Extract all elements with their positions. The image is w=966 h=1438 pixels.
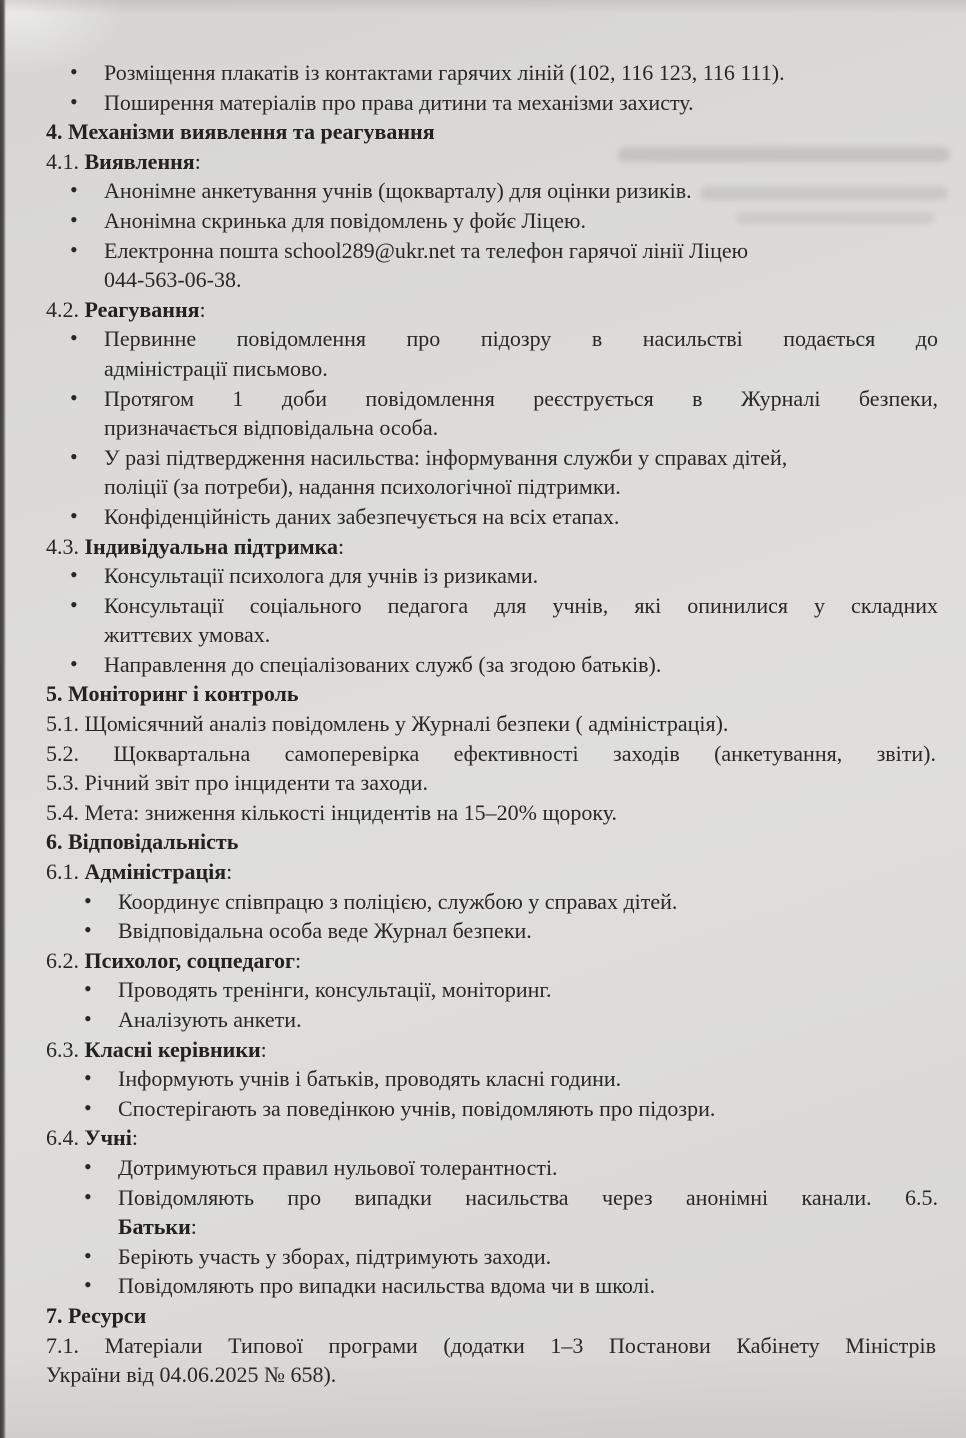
list-item xyxy=(70,88,938,118)
list-item-text: Протягом 1 доби повідомлення реєструється в Журналі безпеки, призначається відповідальна особа. xyxy=(104,385,938,441)
section-heading: 6. Відповідальність xyxy=(46,829,239,855)
bullet-icon: • xyxy=(84,1242,92,1268)
list-item xyxy=(84,1094,938,1124)
list-item-text: Дотримуються правил нульової толерантності. xyxy=(118,1154,558,1180)
bullet-icon: • xyxy=(70,443,78,469)
subsection-title: Учні xyxy=(84,1125,132,1151)
subsection-heading: 6.4. Учні: xyxy=(46,1125,138,1151)
bullet-icon: • xyxy=(70,325,78,351)
list-item xyxy=(84,887,938,917)
list-item-text: Проводять тренінги, консультації, моніторинг. xyxy=(118,977,552,1003)
bullet-icon: • xyxy=(84,1006,92,1031)
page-top-shadow xyxy=(0,0,966,14)
list-item xyxy=(70,236,938,295)
subsection-title: Психолог, соцпедагог xyxy=(84,947,295,973)
bullet-icon: • xyxy=(70,384,78,410)
bullet-icon: • xyxy=(84,887,92,913)
list-item xyxy=(84,1242,938,1272)
subsection-title: Реагування xyxy=(84,296,200,322)
list-item-text: Інформують учнів і батьків, проводять класні години. xyxy=(118,1066,622,1092)
list-item-text: Ввідповідальна особа веде Журнал безпеки. xyxy=(118,918,532,944)
list-item-text: Первинне повідомлення про підозру в насильстві подається до адміністрації письмово. xyxy=(104,326,938,381)
bullet-icon: • xyxy=(84,1153,92,1179)
bullet-icon: • xyxy=(70,236,78,262)
list-item xyxy=(70,176,938,206)
subsection-title: Батьки xyxy=(118,1214,191,1240)
list-item-text: Беріють участь у зборах, підтримують заходи. xyxy=(118,1243,552,1269)
bullet-icon: • xyxy=(70,177,78,203)
list-item xyxy=(70,384,938,443)
list-item xyxy=(84,916,938,946)
numbered-paragraph: 5.2. Щоквартальна самоперевірка ефективності заходів (анкетування, звіти). xyxy=(46,740,936,766)
subsection-title: Виявлення xyxy=(84,148,195,174)
list-item-text: У разі підтвердження насильства: інформування служби у справах дітей, поліції (за потреби), надання психологічної підтримки. xyxy=(104,444,788,500)
subsection-heading: 6.1. Адміністрація: xyxy=(46,859,233,885)
list-item xyxy=(70,502,938,532)
subsection-heading: 4.1. Виявлення: xyxy=(46,148,201,174)
numbered-paragraph: 5.4. Мета: зниження кількості інцидентів на 15–20% щороку. xyxy=(46,799,618,825)
list-item-text: Конфіденційність даних забезпечується на всіх етапах. xyxy=(104,503,620,529)
bullet-icon: • xyxy=(84,976,92,1002)
list-item xyxy=(84,1183,938,1242)
list-item-text: Поширення матеріалів про права дитини та механізми захисту. xyxy=(104,89,694,115)
list-item xyxy=(70,561,938,591)
bullet-icon: • xyxy=(70,591,78,617)
list-item xyxy=(84,975,938,1005)
section-heading: 7. Ресурси xyxy=(46,1302,147,1328)
subsection-heading: 6.2. Психолог, соцпедагог: xyxy=(46,947,302,973)
subsection-heading: 6.3. Класні керівники: xyxy=(46,1036,267,1062)
bullet-icon: • xyxy=(84,1272,92,1298)
section-heading: 5. Моніторинг і контроль xyxy=(46,681,299,707)
bullet-icon: • xyxy=(70,502,78,528)
subsection-title: Індивідуальна підтримка xyxy=(84,533,338,559)
bullet-icon: • xyxy=(70,562,78,588)
bullet-icon: • xyxy=(70,59,78,84)
subsection-number: 4.3. xyxy=(46,533,85,559)
list-item xyxy=(70,324,938,383)
subsection-number: 6.1. xyxy=(46,859,85,885)
subsection-heading: 4.3. Індивідуальна підтримка: xyxy=(46,533,345,559)
list-item xyxy=(70,650,938,680)
subsection-number: 6.4. xyxy=(46,1125,85,1151)
list-item xyxy=(70,206,938,236)
subsection-number: 6.2. xyxy=(46,947,85,973)
section-heading: 4. Механізми виявлення та реагування xyxy=(46,119,435,145)
list-item xyxy=(70,443,938,502)
subsection-number: 4.1. xyxy=(46,148,85,174)
bullet-icon: • xyxy=(84,917,92,943)
list-item-text: Аналізують анкети. xyxy=(118,1007,302,1032)
subsection-title: Адміністрація xyxy=(84,859,227,885)
bullet-icon: • xyxy=(84,1183,92,1209)
bullet-icon: • xyxy=(84,1065,92,1091)
list-item-text: Консультації соціального педагога для учнів, які опинилися у складних життєвих умовах. xyxy=(104,592,938,648)
list-item xyxy=(70,58,938,88)
list-item xyxy=(84,1153,938,1183)
subsection-title: Класні керівники xyxy=(84,1036,261,1062)
list-item xyxy=(70,591,938,650)
list-item xyxy=(84,1064,938,1094)
list-item-text: Повідомляють про випадки насильства вдома чи в школі. xyxy=(118,1273,656,1299)
list-item-text: Анонімне анкетування учнів (щокварталу) для оцінки ризиків. xyxy=(104,178,692,204)
numbered-paragraph: 5.3. Річний звіт про інциденти та заходи. xyxy=(46,770,428,796)
subsection-heading: 4.2. Реагування: xyxy=(46,296,206,322)
list-item-text: Спостерігають за поведінкою учнів, повідомляють про підозри. xyxy=(118,1095,716,1121)
numbered-paragraph: 7.1. Матеріали Типової програми (додатки 1–3 Постанови Кабінету Міністрів України від 04.06.2025 № 658). xyxy=(46,1332,936,1388)
bullet-icon: • xyxy=(70,88,78,114)
subsection-number: 4.2. xyxy=(46,296,85,322)
list-item-text: Повідомляють про випадки насильства через анонімні канали. 6.5. Батьки: xyxy=(118,1184,938,1240)
bullet-icon: • xyxy=(70,206,78,232)
list-item-text: Консультації психолога для учнів із ризиками. xyxy=(104,563,539,589)
list-item xyxy=(84,1005,938,1035)
document-text xyxy=(0,58,966,1390)
subsection-number: 6.3. xyxy=(46,1036,85,1062)
list-item-text: Електронна пошта school289@ukr.net та телефон гарячої лінії Ліцею 044-563-06-38. xyxy=(104,237,749,293)
bullet-icon: • xyxy=(70,650,78,676)
list-item-text: Анонімна скринька для повідомлень у фойє Ліцею. xyxy=(104,207,586,233)
list-item xyxy=(84,1271,938,1301)
bullet-icon: • xyxy=(84,1094,92,1120)
list-item-text: Направлення до спеціалізованих служб (за згодою батьків). xyxy=(104,651,662,677)
list-item-text: Розміщення плакатів із контактами гарячих ліній (102, 116 123, 116 111). xyxy=(104,60,785,85)
list-item-text: Координує співпрацю з поліцією, службою у справах дітей. xyxy=(118,888,678,914)
numbered-paragraph: 5.1. Щомісячний аналіз повідомлень у Журналі безпеки ( адміністрація). xyxy=(46,711,729,737)
